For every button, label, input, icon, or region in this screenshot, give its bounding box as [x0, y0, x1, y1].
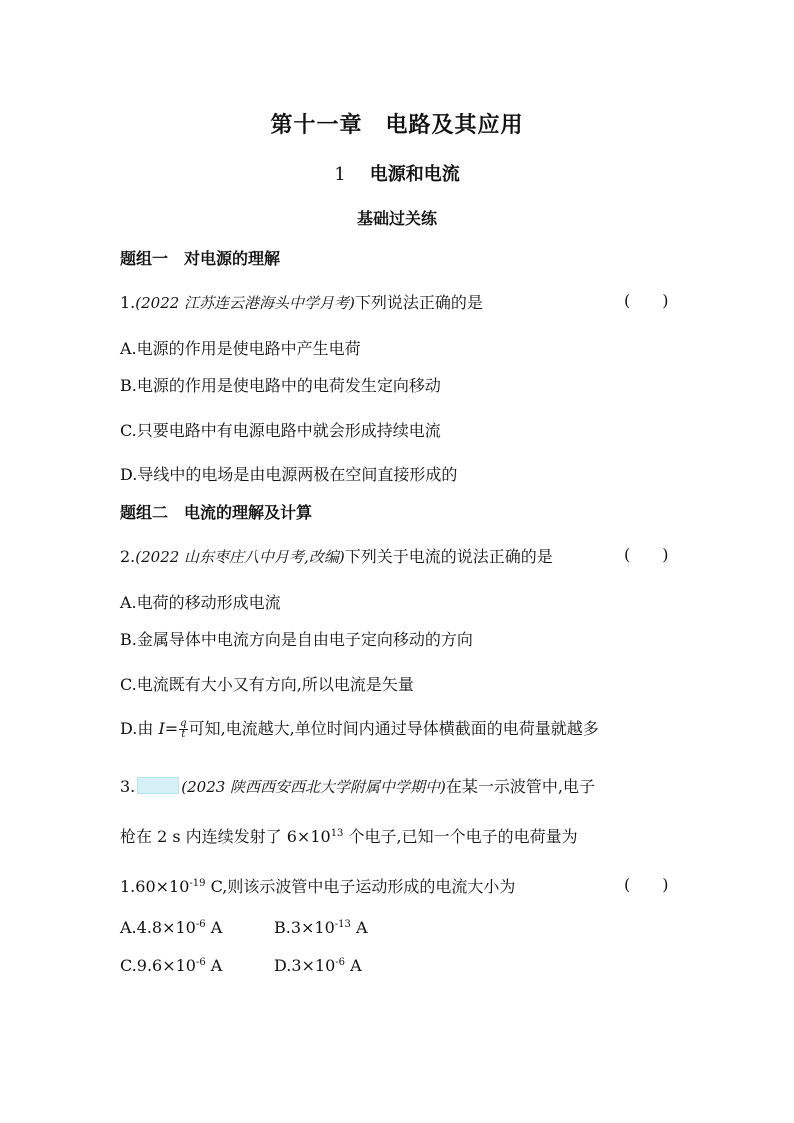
exponent: -13	[334, 919, 351, 930]
option-unit: A	[205, 956, 223, 975]
exponent: -6	[335, 957, 346, 968]
option-text: D.3×10	[274, 956, 336, 975]
question-1	[120, 290, 483, 313]
option-d: D.导线中的电场是由电源两极在空间直接形成的	[120, 465, 458, 484]
question-source: (2023 陕西西安西北大学附属中学期中)	[181, 778, 446, 796]
exercise-subtitle: 基础过关练	[356, 209, 437, 228]
stem-text: 枪在 2 s 内连续发射了 6×10	[120, 827, 331, 846]
question-stem: 下列关于电流的说法正确的是	[344, 547, 553, 566]
option-unit: A	[345, 956, 362, 975]
option-c: C.电流既有大小又有方向,所以电流是矢量	[120, 675, 414, 694]
section-title	[0, 160, 794, 186]
question-number: 3.	[120, 777, 136, 796]
option-a	[120, 918, 222, 937]
option-c: C.只要电路中有电源电路中就会形成持续电流	[120, 421, 441, 440]
option-d-text: 可知,电流越大,单位时间内通过导体横截面的电荷量就越多	[188, 719, 599, 738]
section-number: 1	[334, 164, 346, 185]
chapter-title: 第十一章 电路及其应用	[270, 112, 524, 138]
stem-text: C,则该示波管中电子运动形成的电流大小为	[205, 877, 516, 896]
question-stem: 在某一示波管中,电子	[445, 777, 596, 796]
option-unit: A	[205, 918, 223, 937]
option-b: B.电源的作用是使电路中的电荷发生定向移动	[120, 376, 441, 395]
formula-equals: =	[164, 719, 179, 738]
exponent: -6	[195, 919, 206, 930]
option-d	[120, 716, 599, 740]
stem-text: 1.60×10	[120, 877, 190, 896]
option-b: B.金属导体中电流方向是自由电子定向移动的方向	[120, 630, 473, 649]
question-number: 2.	[120, 547, 136, 566]
group-heading-1: 题组一 对电源的理解	[120, 249, 281, 268]
exponent: -19	[189, 878, 206, 889]
stem-text: 个电子,已知一个电子的电荷量为	[343, 827, 578, 846]
option-d	[274, 956, 362, 975]
fraction-numerator: q	[180, 718, 187, 729]
formula-i: I	[158, 719, 165, 738]
option-unit: A	[350, 918, 368, 937]
option-text: C.9.6×10	[120, 956, 196, 975]
option-b	[274, 918, 368, 937]
option-d-prefix: D.由	[120, 719, 159, 738]
question-3-line-3	[120, 874, 515, 897]
exponent: -6	[195, 957, 206, 968]
question-3-line-2	[120, 824, 578, 847]
question-number: 1.	[120, 293, 136, 312]
option-text: B.3×10	[274, 918, 335, 937]
highlight-badge	[137, 777, 179, 794]
option-a: A.电源的作用是使电路中产生电荷	[120, 339, 361, 358]
formula-fraction	[179, 719, 187, 740]
question-stem: 下列说法正确的是	[354, 293, 483, 312]
question-2	[120, 544, 553, 567]
answer-paren: ( )	[624, 875, 669, 894]
group-heading-2: 题组二 电流的理解及计算	[120, 503, 313, 522]
question-source: (2022 山东枣庄八中月考,改编)	[135, 548, 345, 566]
fraction-denominator: t	[181, 729, 186, 740]
question-source: (2022 江苏连云港海头中学月考)	[135, 294, 355, 312]
option-text: A.4.8×10	[120, 918, 196, 937]
option-c	[120, 956, 222, 975]
question-3	[120, 774, 595, 797]
option-a: A.电荷的移动形成电流	[120, 593, 281, 612]
section-title-text: 电源和电流	[369, 164, 460, 185]
answer-paren: ( )	[624, 545, 669, 564]
answer-paren: ( )	[624, 291, 669, 310]
exponent: 13	[330, 828, 344, 839]
